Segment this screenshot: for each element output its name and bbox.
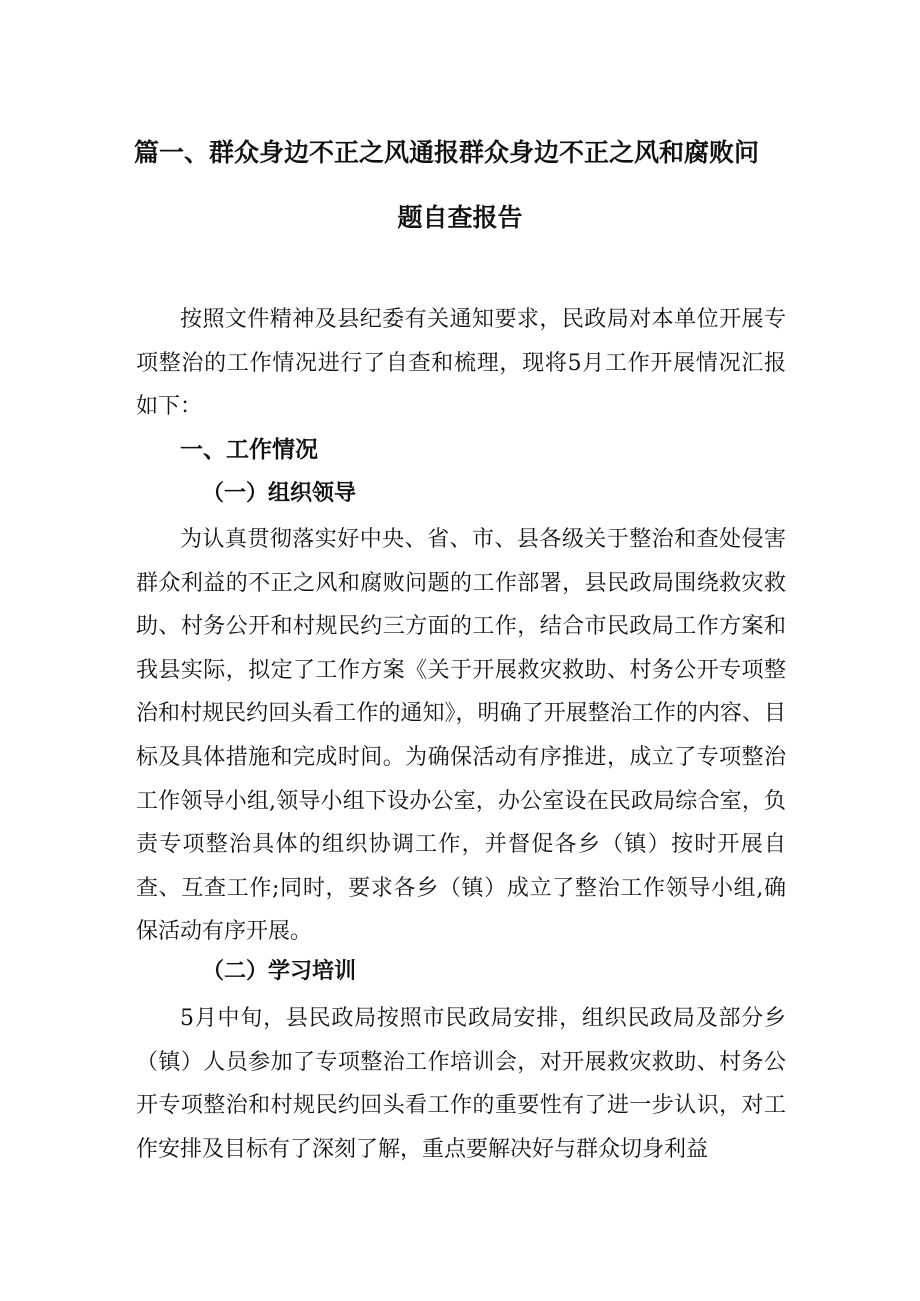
training-paragraph: 5月中旬，县民政局按照市民政局安排，组织民政局及部分乡（镇）人员参加了专项整治工作培训会，对开展救灾救助、村务公开专项整治和村规民约回头看工作的重要性有了进一步认识，对工作安排及目标有了深刻了解，重点要解决好与群众切身利益: [136, 1006, 786, 1162]
subsection-heading-organization: （一）组织领导: [202, 480, 357, 506]
section-heading-work-status: 一、工作情况: [180, 437, 318, 463]
intro-paragraph: 按照文件精神及县纪委有关通知要求，民政局对本单位开展专项整治的工作情况进行了自查和梳理，现将5月工作开展情况汇报如下：: [136, 307, 786, 420]
organization-paragraph: 为认真贯彻落实好中央、省、市、县各级关于整治和查处侵害群众利益的不正之风和腐败问题的工作部署，县民政局围绕救灾救助、村务公开和村规民约三方面的工作，结合市民政局工作方案和我县实际，拟定了工作方案《关于开展救灾救助、村务公开专项整治和村规民约回头看工作的通知》，明确了开展整治工作的内容、目标及具体措施和完成时间。为确保活动有序推进，成立了专项整治工作领导小组,领导小组下设办公室，办公室设在民政局综合室，负责专项整治具体的组织协调工作，并督促各乡（镇）按时开展自查、互查工作;同时，要求各乡（镇）成立了整治工作领导小组,确保活动有序开展。: [136, 527, 786, 945]
subsection-heading-training: （二）学习培训: [202, 958, 357, 984]
document-title-line-1: 篇一、群众身边不正之风通报群众身边不正之风和腐败问: [134, 138, 760, 167]
document-title-line-2: 题自查报告: [397, 203, 523, 232]
